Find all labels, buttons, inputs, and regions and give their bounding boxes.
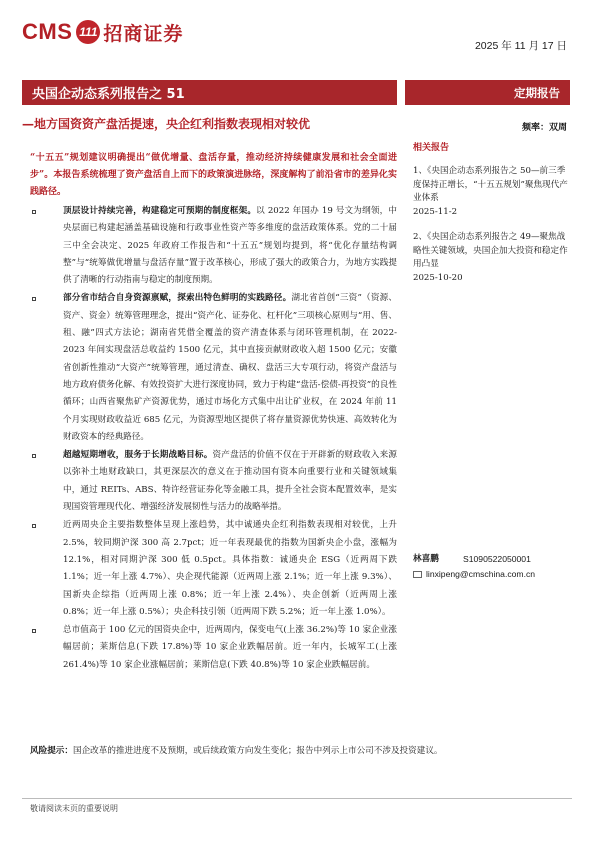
bullet-square-icon xyxy=(32,454,36,458)
footer-divider xyxy=(22,798,572,799)
key-points-list xyxy=(30,203,397,675)
logo-cms-text: CMS xyxy=(22,19,73,44)
analyst-name: 林喜鹏 xyxy=(413,554,439,564)
report-subtitle: —地方国资资产盘活提速，央企红利指数表现相对较优 xyxy=(22,117,311,131)
company-logo xyxy=(22,16,183,48)
key-point-lead: 部分省市结合自身资源禀赋，探索出特色鲜明的实践路径。 xyxy=(63,293,292,304)
risk-label: 风险提示： xyxy=(30,746,73,756)
analyst-email-row[interactable] xyxy=(413,569,573,579)
related-report-item[interactable] xyxy=(405,165,570,219)
related-report-date: 2025-10-20 xyxy=(413,272,463,283)
report-frequency: 频率：双周 xyxy=(521,123,567,133)
bullet-square-icon xyxy=(32,297,36,301)
bullet-square-icon xyxy=(32,210,36,214)
key-point-item xyxy=(30,622,397,674)
related-report-date: 2025-11-2 xyxy=(413,206,458,217)
key-point-text: 近两周央企主要指数整体呈现上涨趋势，其中诚通央企红利指数表现相对较优，上升 2.5%，较同期沪深 300 高 2.7pct；近一年表现最优的指数为国新央企小盘，涨幅为 12.1%，相对同期沪深 300 低 0.5pct。具体指数：诚通央企 ESG（近两周下跌 1.1%；近一年上涨 4.7%）、央企现代能源（近两周上涨 2.1%；近一年上涨 9.3%）、国新央企综指（近两周上涨 0.8%；近一年上涨 2.4%）、央企创新（近两周上涨 0.8%；近一年上涨 0.5%）；央企科技引领（近两周下跌 5.2%；近一年上涨 1.0%）。 xyxy=(63,520,397,617)
key-point-item xyxy=(30,290,397,446)
bullet-square-icon xyxy=(32,629,36,633)
report-date: 2025 年 11 月 17 日 xyxy=(474,40,567,52)
page-header xyxy=(0,0,595,80)
analyst-email[interactable]: linxipeng@cmschina.com.cn xyxy=(426,569,536,579)
key-point-item xyxy=(30,517,397,621)
analyst-row xyxy=(413,553,573,565)
bullet-square-icon xyxy=(32,524,36,528)
related-report-title: 2、《央国企动态系列报告之 49—聚焦战略性关键领域，央国企加大投资和稳定作用凸显 xyxy=(413,232,568,269)
analyst-info xyxy=(413,553,573,579)
key-point-item xyxy=(30,203,397,289)
related-report-title: 1、《央国企动态系列报告之 50—前三季度保持正增长，“十五五规划”聚焦现代产业体系 xyxy=(413,166,568,203)
key-point-text: 湖北省首创“三资”（资源、资产、资金）统筹管理理念，提出“资产化、证券化、杠杆化”三项核心原则与“用、售、租、融”四式方法论；湖南省凭借全覆盖的资产清查体系与闭环管理机制，在 2022-2023 年间实现盘活总收益约 1500 亿元，其中直接贡献财政收入超 1500 亿元；安徽省创新性推动“大资产”统筹管理，通过清查、确权、盘活三大专项行动，将资产盘活与地方政府债务化解、有效投资扩大进行深度协同，致力于构建“盘活-偿债-再投资”的良性循环；山西省聚焦矿产资源优势，通过市场化方式集中出让矿业权，在 2024 年前 11 个月实现财政收益近 685 亿元，为资源型地区提供了将存量资源优势快速、高效转化为财政资本的经典路径。 xyxy=(63,293,397,442)
abstract-body: 本报告系统梳理了资产盘活自上而下的政策演进脉络，深度解构了前沿省市的差异化实践路径。 xyxy=(30,170,397,197)
logo-emblem-icon: 111 xyxy=(76,20,100,44)
abstract-highlight: “十五五”规划建议明确提出“做优增量、盘活存量，推动经济持续健康发展和社会全面进步”。 xyxy=(30,153,397,180)
key-point-lead: 顶层设计持续完善，构建稳定可预期的制度框架。 xyxy=(63,206,257,216)
analyst-license-id: S1090522050001 xyxy=(463,554,531,564)
report-title-bar xyxy=(22,80,397,105)
logo-company-name: 招商证券 xyxy=(103,22,184,45)
mail-icon xyxy=(413,571,422,578)
key-point-text: 以 2022 年国办 19 号文为纲领，中央层面已构建起涵盖基础设施和行政事业性资产等多维度的盘活政策体系。党的二十届三中全会决定、2025 年政府工作报告和“十五五”规划均提到，将“优化存量结构调整”与“统筹做优增量与盘活存量”置于改革核心，形成了强大的政策合力，为地方实践提供了清晰的行动指南与稳定的制度预期。 xyxy=(63,206,397,286)
report-type: 定期报告 xyxy=(514,85,560,100)
report-title: 央国企动态系列报告之 51 xyxy=(32,87,185,102)
key-point-text: 资产盘活的价值不仅在于开辟新的财政收入来源以弥补土地财政缺口，其更深层次的意义在于推动国有资本向重要行业和关键领域集中，通过 REITs、ABS、特许经营证券化等金融工具，提升全社会资本配置效率，是实现国资管理现代化、增强经济发展韧性与活力的战略举措。 xyxy=(63,450,397,513)
risk-text: 国企改革的推进进度不及预期，或后续政策方向发生变化；报告中列示上市公司不涉及投资建议。 xyxy=(72,746,443,756)
key-point-text: 总市值高于 100 亿元的国资央企中，近两周内，保变电气(上涨 36.2%)等 10 家企业涨幅居前；莱斯信息(下跌 17.8%)等 10 家企业跌幅居前。近一年内，长城军工(上涨 261.4%)等 10 家企业涨幅居前；莱斯信息(下跌 40.8%)等 10 家企业跌幅居前。 xyxy=(63,625,397,670)
abstract xyxy=(30,150,397,201)
related-reports-label: 相关报告 xyxy=(413,143,450,153)
related-reports xyxy=(405,140,570,297)
risk-warning xyxy=(30,743,570,759)
key-point-lead: 超越短期增收，服务于长期战略目标。 xyxy=(63,450,213,461)
key-point-item xyxy=(30,447,397,516)
related-report-item[interactable] xyxy=(405,231,570,285)
report-type-bar xyxy=(405,80,570,105)
footer-note: 敬请阅读末页的重要说明 xyxy=(30,804,118,813)
